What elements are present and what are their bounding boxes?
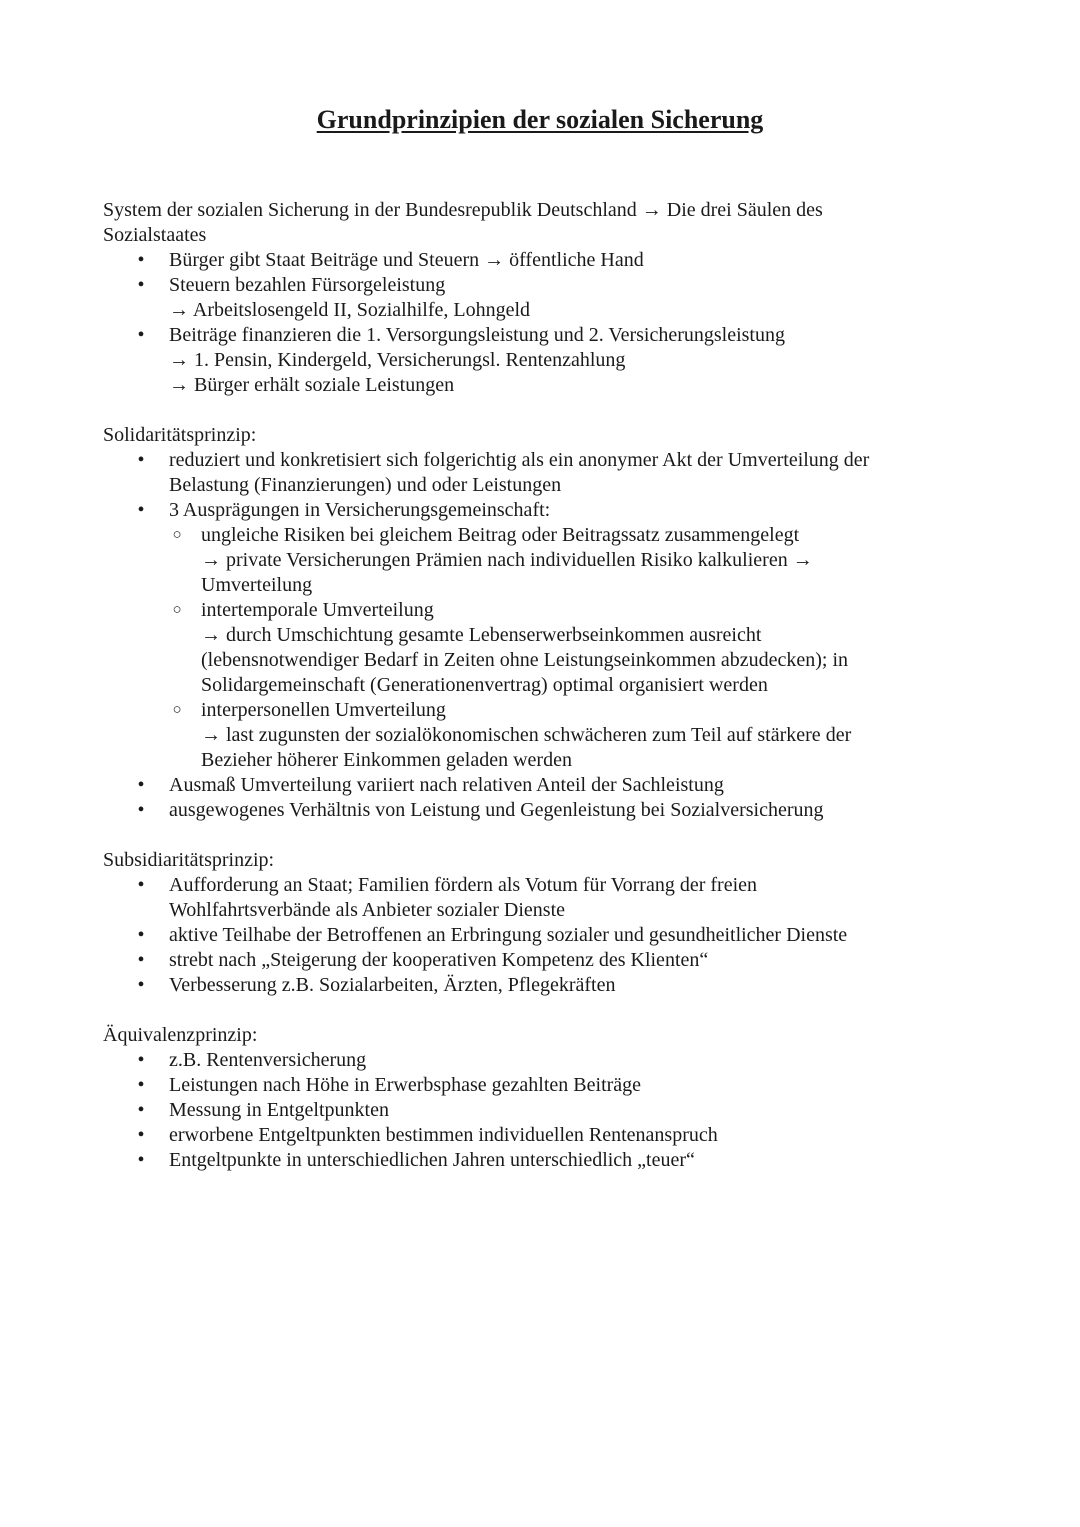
text-line: → Arbeitslosengeld II, Sozialhilfe, Lohngeld	[169, 299, 531, 321]
list-item	[103, 1073, 963, 1098]
list-item	[103, 1123, 963, 1148]
list-item	[103, 773, 963, 798]
circle-bullet-icon: ○	[172, 602, 182, 618]
text-line: Verbesserung z.B. Sozialarbeiten, Ärzten, Pflegekräften	[169, 974, 616, 996]
text-line: aktive Teilhabe der Betroffenen an Erbringung sozialer und gesundheitlicher Dienste	[169, 924, 848, 946]
text-line: ungleiche Risiken bei gleichem Beitrag oder Beitragssatz zusammengelegt	[201, 524, 800, 546]
text-line: ausgewogenes Verhältnis von Leistung und Gegenleistung bei Sozialversicherung	[169, 799, 824, 821]
section-heading: Solidaritätsprinzip:	[103, 424, 257, 446]
circle-bullet-icon: ○	[172, 527, 182, 543]
bullet-icon: •	[137, 449, 145, 471]
list-item	[103, 273, 963, 323]
text-line: strebt nach „Steigerung der kooperativen Kompetenz des Klienten“	[169, 949, 709, 971]
list-item	[103, 323, 963, 398]
bullet-icon: •	[137, 1124, 145, 1146]
bullet-icon: •	[137, 924, 145, 946]
text-line: Bezieher höherer Einkommen geladen werden	[201, 749, 572, 771]
text-line: → private Versicherungen Prämien nach individuellen Risiko kalkulieren →	[201, 549, 813, 571]
document-body	[103, 198, 963, 1173]
list-item	[103, 1148, 963, 1173]
text-line: Ausmaß Umverteilung variiert nach relativen Anteil der Sachleistung	[169, 774, 724, 796]
text-line: → last zugunsten der sozialökonomischen schwächeren zum Teil auf stärkere der	[201, 724, 852, 746]
text-line: Umverteilung	[201, 574, 313, 596]
bullet-icon: •	[137, 799, 145, 821]
list-item	[103, 798, 963, 823]
sub-list-item	[169, 698, 963, 773]
document-title: Grundprinzipien der sozialen Sicherung	[316, 105, 764, 134]
text-line: System der sozialen Sicherung in der Bundesrepublik Deutschland → Die drei Säulen des	[103, 199, 823, 221]
intro-paragraph	[103, 198, 963, 248]
list-item	[103, 1048, 963, 1073]
text-line: → 1. Pensin, Kindergeld, Versicherungsl. Rentenzahlung	[169, 349, 626, 371]
sub-bullet-list	[169, 523, 963, 773]
circle-bullet-icon: ○	[172, 702, 182, 718]
bullet-icon: •	[137, 874, 145, 896]
section-aequivalenzprinzip	[103, 1023, 963, 1173]
text-line: intertemporale Umverteilung	[201, 599, 434, 621]
text-line: → durch Umschichtung gesamte Lebenserwerbseinkommen ausreicht	[201, 624, 762, 646]
text-line: Messung in Entgeltpunkten	[169, 1099, 389, 1121]
text-line: Beiträge finanzieren die 1. Versorgungsleistung und 2. Versicherungsleistung	[169, 324, 785, 346]
text-line: erworbene Entgeltpunkten bestimmen individuellen Rentenanspruch	[169, 1124, 718, 1146]
list-item	[103, 973, 963, 998]
text-line: Bürger gibt Staat Beiträge und Steuern → öffentliche Hand	[169, 249, 644, 271]
sub-list-item	[169, 598, 963, 698]
section-solidaritaetsprinzip	[103, 423, 963, 823]
bullet-list	[103, 873, 963, 998]
text-line: Steuern bezahlen Fürsorgeleistung	[169, 274, 446, 296]
text-line: Solidargemeinschaft (Generationenvertrag) optimal organisiert werden	[201, 674, 768, 696]
sub-list-item	[169, 523, 963, 598]
bullet-icon: •	[137, 1049, 145, 1071]
text-line: (lebensnotwendiger Bedarf in Zeiten ohne Leistungseinkommen abzudecken); in	[201, 649, 849, 671]
text-line: interpersonellen Umverteilung	[201, 699, 446, 721]
list-item	[103, 248, 963, 273]
bullet-icon: •	[137, 499, 145, 521]
section-heading: Äquivalenzprinzip:	[103, 1024, 258, 1046]
text-line: Entgeltpunkte in unterschiedlichen Jahren unterschiedlich „teuer“	[169, 1149, 695, 1171]
bullet-icon: •	[137, 1099, 145, 1121]
bullet-list	[103, 1048, 963, 1173]
text-line: Wohlfahrtsverbände als Anbieter sozialer Dienste	[169, 899, 566, 921]
list-item	[103, 923, 963, 948]
list-item	[103, 873, 963, 923]
text-line: z.B. Rentenversicherung	[169, 1049, 367, 1071]
bullet-icon: •	[137, 324, 145, 346]
text-line: reduziert und konkretisiert sich folgerichtig als ein anonymer Akt der Umverteilung der	[169, 449, 870, 471]
bullet-icon: •	[137, 1149, 145, 1171]
list-item	[103, 498, 963, 773]
section-subsidiaritaetsprinzip	[103, 848, 963, 998]
text-line: → Bürger erhält soziale Leistungen	[169, 374, 455, 396]
list-item	[103, 448, 963, 498]
list-item	[103, 1098, 963, 1123]
list-item	[103, 948, 963, 973]
section-intro	[103, 198, 963, 398]
text-line: Leistungen nach Höhe in Erwerbsphase gezahlten Beiträge	[169, 1074, 642, 1096]
bullet-icon: •	[137, 1074, 145, 1096]
bullet-icon: •	[137, 774, 145, 796]
bullet-icon: •	[137, 974, 145, 996]
bullet-icon: •	[137, 949, 145, 971]
text-line: Belastung (Finanzierungen) und oder Leistungen	[169, 474, 562, 496]
section-heading: Subsidiaritätsprinzip:	[103, 849, 275, 871]
bullet-list	[103, 448, 963, 823]
text-line: 3 Ausprägungen in Versicherungsgemeinschaft:	[169, 499, 551, 521]
bullet-icon: •	[137, 249, 145, 271]
text-line: Aufforderung an Staat; Familien fördern als Votum für Vorrang der freien	[169, 874, 758, 896]
bullet-list	[103, 248, 963, 398]
bullet-icon: •	[137, 274, 145, 296]
text-line: Sozialstaates	[103, 224, 207, 246]
